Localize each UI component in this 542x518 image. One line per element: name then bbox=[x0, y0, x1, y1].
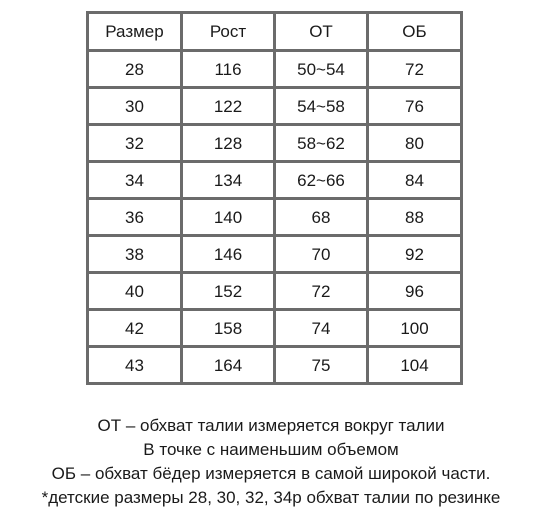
cell-size: 30 bbox=[88, 88, 182, 125]
cell-hips: 104 bbox=[368, 347, 462, 384]
note-waist: ОТ – обхват талии измеряется вокруг талии bbox=[97, 416, 445, 435]
cell-size: 40 bbox=[88, 273, 182, 310]
table-row bbox=[88, 88, 462, 125]
cell-height: 116 bbox=[182, 51, 275, 88]
cell-size: 36 bbox=[88, 199, 182, 236]
cell-hips: 84 bbox=[368, 162, 462, 199]
cell-hips: 76 bbox=[368, 88, 462, 125]
header-waist: ОТ bbox=[275, 13, 368, 51]
cell-size: 43 bbox=[88, 347, 182, 384]
table-row bbox=[88, 51, 462, 88]
table-row bbox=[88, 347, 462, 384]
table-header-row bbox=[88, 13, 462, 51]
cell-hips: 96 bbox=[368, 273, 462, 310]
cell-waist: 72 bbox=[275, 273, 368, 310]
cell-height: 128 bbox=[182, 125, 275, 162]
cell-waist: 74 bbox=[275, 310, 368, 347]
header-size: Размер bbox=[88, 13, 182, 51]
cell-hips: 100 bbox=[368, 310, 462, 347]
size-chart-table bbox=[86, 11, 463, 385]
cell-height: 146 bbox=[182, 236, 275, 273]
table-row bbox=[88, 236, 462, 273]
cell-hips: 88 bbox=[368, 199, 462, 236]
cell-waist: 54~58 bbox=[275, 88, 368, 125]
cell-size: 28 bbox=[88, 51, 182, 88]
cell-size: 34 bbox=[88, 162, 182, 199]
table-row bbox=[88, 162, 462, 199]
table-row bbox=[88, 125, 462, 162]
header-hips: ОБ bbox=[368, 13, 462, 51]
cell-height: 158 bbox=[182, 310, 275, 347]
cell-size: 32 bbox=[88, 125, 182, 162]
cell-hips: 72 bbox=[368, 51, 462, 88]
note-kids-sizes: *детские размеры 28, 30, 32, 34р обхват талии по резинке bbox=[41, 488, 501, 507]
cell-height: 122 bbox=[182, 88, 275, 125]
cell-height: 134 bbox=[182, 162, 275, 199]
measurement-notes bbox=[0, 414, 542, 510]
header-height: Рост bbox=[182, 13, 275, 51]
cell-waist: 68 bbox=[275, 199, 368, 236]
note-waist-point: В точке с наименьшим объемом bbox=[143, 440, 399, 459]
table-row bbox=[88, 199, 462, 236]
cell-size: 38 bbox=[88, 236, 182, 273]
cell-waist: 75 bbox=[275, 347, 368, 384]
cell-waist: 70 bbox=[275, 236, 368, 273]
table-row bbox=[88, 310, 462, 347]
cell-hips: 92 bbox=[368, 236, 462, 273]
cell-height: 140 bbox=[182, 199, 275, 236]
table-row bbox=[88, 273, 462, 310]
cell-size: 42 bbox=[88, 310, 182, 347]
cell-hips: 80 bbox=[368, 125, 462, 162]
cell-waist: 62~66 bbox=[275, 162, 368, 199]
cell-height: 164 bbox=[182, 347, 275, 384]
cell-waist: 58~62 bbox=[275, 125, 368, 162]
cell-waist: 50~54 bbox=[275, 51, 368, 88]
note-hips: ОБ – обхват бёдер измеряется в самой широкой части. bbox=[51, 464, 491, 483]
cell-height: 152 bbox=[182, 273, 275, 310]
